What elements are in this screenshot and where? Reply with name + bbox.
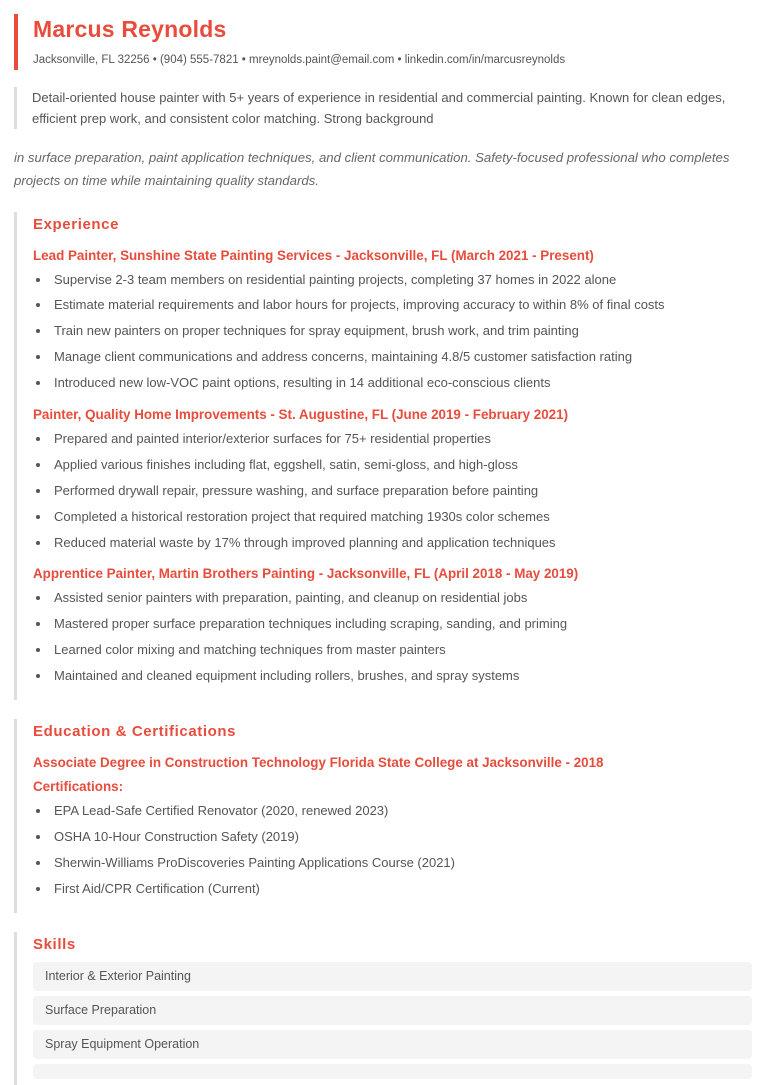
bullet-item: • Estimate material requirements and labor hours for projects, improving accuracy to within 8% of final costs [51,297,752,314]
skill-item-clipped [33,1064,752,1079]
job-bullets [33,431,752,551]
skills-heading: Skills [33,935,76,953]
certification-list [33,803,752,898]
job-title: Apprentice Painter, Martin Brothers Painting - Jacksonville, FL (April 2018 - May 2019) [33,566,579,582]
job-title: Painter, Quality Home Improvements - St. Augustine, FL (June 2019 - February 2021) [33,406,569,422]
bullet-item: • Reduced material waste by 17% through improved planning and application techniques [51,535,752,552]
bullet-item: • Mastered proper surface preparation techniques including scraping, sanding, and priming [51,616,752,633]
bullet-item: • Prepared and painted interior/exterior surfaces for 75+ residential properties [51,431,752,448]
summary-continuation: in surface preparation, paint application techniques, and client communication. Safety-focused professional who completes projects on time while maintaining quality standards. [14,150,730,188]
experience-heading: Experience [33,215,120,233]
bullet-item: • Assisted senior painters with preparation, painting, and cleanup on residential jobs [51,590,752,607]
candidate-name: Marcus Reynolds [33,16,227,42]
skills-section [14,932,752,1085]
bullet-item: • Maintained and cleaned equipment including rollers, brushes, and spray systems [51,668,752,685]
skill-item: Interior & Exterior Painting [33,962,752,991]
certification-item: • Sherwin-Williams ProDiscoveries Painting Applications Course (2021) [51,855,752,872]
certification-item: • EPA Lead-Safe Certified Renovator (2020, renewed 2023) [51,803,752,820]
summary-paragraph: Detail-oriented house painter with 5+ years of experience in residential and commercial painting. Known for clean edges, efficient prep work, and consistent color matching. Strong background [14,87,752,129]
resume-header [14,14,752,70]
education-heading: Education & Certifications [33,722,237,740]
bullet-item: • Learned color mixing and matching techniques from master painters [51,642,752,659]
job-title: Lead Painter, Sunshine State Painting Services - Jacksonville, FL (March 2021 - Present) [33,247,594,263]
skills-list [33,962,752,1079]
bullet-item: • Introduced new low-VOC paint options, resulting in 14 additional eco-conscious clients [51,375,752,392]
bullet-item: • Supervise 2-3 team members on residential painting projects, completing 37 homes in 2022 alone [51,272,752,289]
education-section [14,719,752,913]
bullet-item: • Applied various finishes including flat, eggshell, satin, semi-gloss, and high-gloss [51,457,752,474]
job-bullets [33,272,752,392]
certifications-label: Certifications: [33,778,124,794]
job-bullets [33,590,752,685]
bullet-item: • Performed drywall repair, pressure washing, and surface preparation before painting [51,483,752,500]
contact-line: Jacksonville, FL 32256 • (904) 555-7821 • mreynolds.paint@email.com • linkedin.com/in/marcusreynolds [33,54,566,66]
bullet-item: • Manage client communications and address concerns, maintaining 4.8/5 customer satisfaction rating [51,349,752,366]
skill-item: Spray Equipment Operation [33,1030,752,1059]
degree-line: Associate Degree in Construction Technology Florida State College at Jacksonville - 2018 [33,754,604,770]
skill-item: Surface Preparation [33,996,752,1025]
certification-item: • OSHA 10-Hour Construction Safety (2019) [51,829,752,846]
certification-item: • First Aid/CPR Certification (Current) [51,881,752,898]
experience-section [14,212,752,700]
bullet-item: • Train new painters on proper techniques for spray equipment, brush work, and trim painting [51,323,752,340]
bullet-item: • Completed a historical restoration project that required matching 1930s color schemes [51,509,752,526]
